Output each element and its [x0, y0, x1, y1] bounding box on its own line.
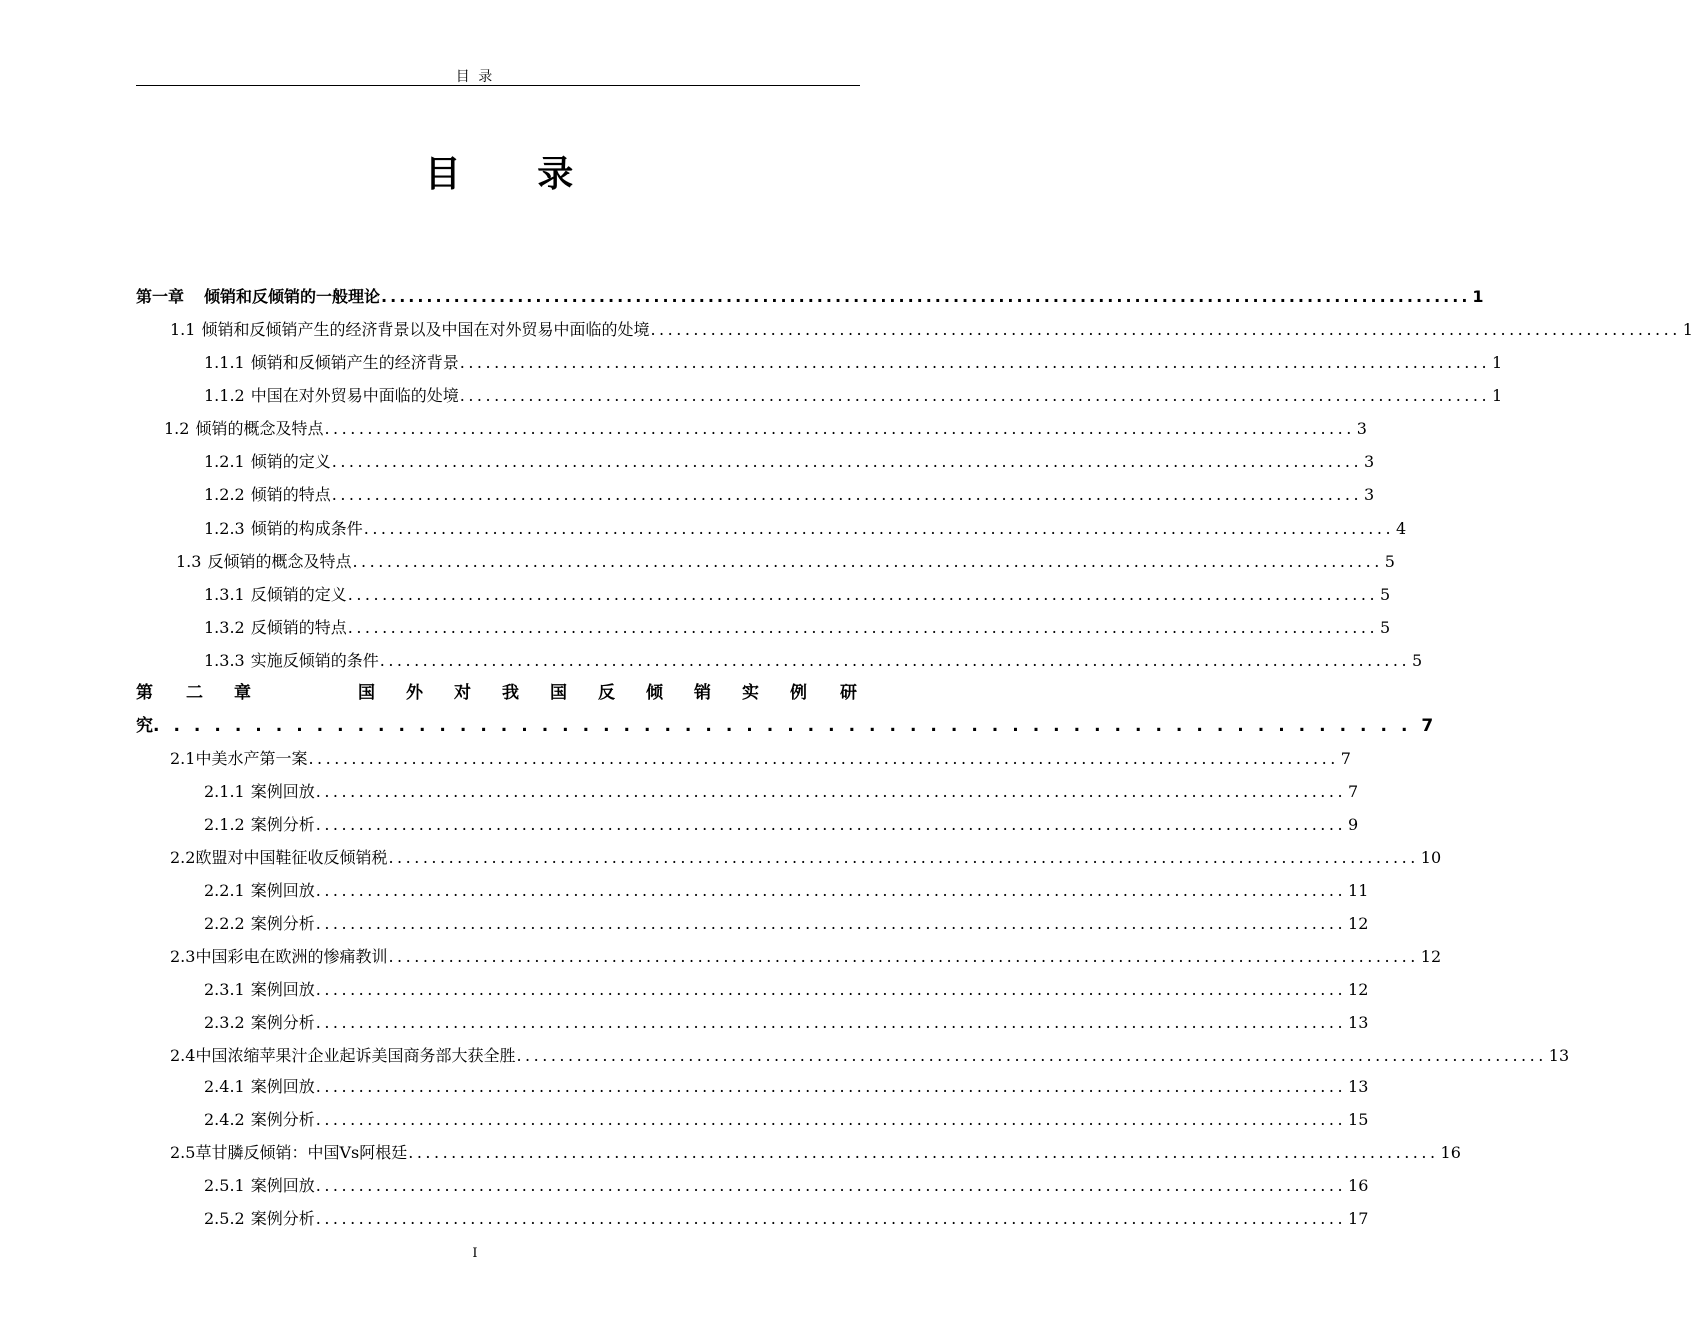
toc-entry-title: 草甘膦反倾销：中国Vs阿根廷 [195, 1143, 408, 1162]
toc-entry-title: 倾销和反倾销产生的经济背景 [250, 353, 459, 372]
toc-entry-1-3-1[interactable] [204, 582, 1391, 608]
toc-entry-title: 倾销的特点 [250, 485, 331, 504]
toc-entry-title: 中国浓缩苹果汁企业起诉美国商务部大获全胜 [195, 1046, 516, 1065]
toc-entry-page: 5 [1384, 552, 1395, 571]
chapter-2-char: 第 [136, 683, 153, 703]
toc-entry-2-4-1[interactable] [204, 1074, 1369, 1100]
toc-entry-title: 案例分析 [250, 815, 315, 834]
toc-entry-page: 13 [1548, 1046, 1570, 1065]
dot-leader: ........................................................................................................................ [324, 419, 1355, 438]
toc-entry-number: 1.3.2 [204, 618, 245, 637]
toc-entry-number: 2.3.1 [204, 980, 245, 999]
dot-leader: ........................................................................................................................ [331, 485, 1363, 504]
toc-entry-number: 2.1 [170, 749, 196, 768]
chapter-2-char: 销 [694, 683, 711, 703]
toc-entry-page: 3 [1364, 452, 1375, 471]
toc-entry-page: 12 [1348, 980, 1369, 999]
toc-entry-number: 2.5.1 [204, 1176, 245, 1195]
toc-entry-page: 5 [1380, 585, 1391, 604]
toc-entry-number: 1.1 [170, 320, 196, 339]
dot-leader: ........................................................................................................................ [516, 1046, 1547, 1065]
toc-entry-1-2[interactable] [164, 416, 1367, 442]
dot-leader: ........................................................................................................................ [347, 585, 1379, 604]
chapter-2-char: 国 [358, 683, 375, 703]
toc-entry-title: 倾销的构成条件 [250, 519, 363, 538]
chapter-2-char: 实 [742, 683, 759, 703]
toc-entry-number: 2.3 [170, 947, 196, 966]
toc-entry-number: 2.1.2 [204, 815, 245, 834]
toc-entry-2-4-2[interactable] [204, 1107, 1369, 1133]
toc-entry-chapter-1[interactable] [136, 284, 1484, 310]
toc-entry-number: 1.1.1 [204, 353, 245, 372]
toc-entry-2-2[interactable] [170, 845, 1442, 871]
chapter-2-char: 外 [406, 683, 423, 703]
toc-entry-title: 实施反倾销的条件 [250, 651, 379, 670]
toc-entry-page: 3 [1356, 419, 1367, 438]
chapter-2-char: 倾 [646, 683, 663, 703]
toc-entry-number: 1.1.2 [204, 386, 245, 405]
toc-entry-title: 中美水产第一案 [195, 749, 308, 768]
toc-entry-number: 1.2.1 [204, 452, 245, 471]
toc-entry-1-1[interactable] [170, 317, 1693, 343]
toc-entry-title: 案例回放 [250, 1176, 315, 1195]
dot-leader: ........................................................................................................................ [388, 947, 1419, 966]
toc-entry-title: 倾销和反倾销的一般理论 [204, 287, 381, 306]
toc-entry-2-5-1[interactable] [204, 1173, 1369, 1199]
toc-entry-page: 1 [1492, 386, 1503, 405]
dot-leader: ........................................................................................................................ [315, 980, 1347, 999]
toc-entry-2-3-1[interactable] [204, 977, 1369, 1003]
dot-leader: ........................................................................................................................ [379, 651, 1411, 670]
toc-entry-page: 16 [1440, 1143, 1461, 1162]
toc-entry-number: 2.2.2 [204, 914, 245, 933]
toc-entry-chapter-2[interactable] [136, 680, 860, 706]
toc-entry-number: 2.2 [170, 848, 196, 867]
chapter-2-char: 国 [550, 683, 567, 703]
toc-entry-title: 案例回放 [250, 980, 315, 999]
toc-entry-1-2-2[interactable] [204, 482, 1375, 508]
toc-entry-page: 1 [1492, 353, 1503, 372]
chapter-2-char: 章 [234, 683, 251, 703]
toc-entry-title: 倾销的定义 [250, 452, 331, 471]
toc-entry-title: 反倾销的定义 [250, 585, 347, 604]
toc-entry-page: 7 [1348, 782, 1359, 801]
toc-entry-page: 9 [1348, 815, 1359, 834]
toc-entry-number: 1.2.3 [204, 519, 245, 538]
toc-entry-title: 欧盟对中国鞋征收反倾销税 [195, 848, 388, 867]
dot-leader: ........................................................................................................................ [459, 386, 1491, 405]
dot-leader: ........................................................................................................................ [315, 1209, 1347, 1228]
toc-entry-page: 1 [1682, 320, 1693, 339]
toc-entry-2-5[interactable] [170, 1140, 1461, 1166]
dot-leader: ........................................................................................................................ [347, 618, 1379, 637]
toc-entry-number: 1.2.2 [204, 485, 245, 504]
dot-leader: ........................................................................................................................ [408, 1143, 1439, 1162]
page-title: 目 录 [424, 154, 576, 195]
chapter-2-char: 我 [502, 683, 519, 703]
toc-entry-number: 2.4.1 [204, 1077, 245, 1096]
toc-entry-2-1-2[interactable] [204, 812, 1359, 838]
toc-entry-title: 倾销和反倾销产生的经济背景以及中国在对外贸易中面临的处境 [201, 320, 650, 339]
toc-entry-title: 案例回放 [250, 1077, 315, 1096]
toc-entry-2-1[interactable] [170, 746, 1351, 772]
toc-entry-title: 反倾销的概念及特点 [207, 552, 352, 571]
toc-entry-1-3-2[interactable] [204, 615, 1391, 641]
running-header: 目 录 [455, 69, 495, 85]
toc-entry-title: 反倾销的特点 [250, 618, 347, 637]
page-number: I [472, 1246, 478, 1261]
dot-leader: .............................................................. [153, 716, 1422, 736]
toc-entry-2-2-2[interactable] [204, 911, 1369, 937]
dot-leader: ........................................................................................................................ [315, 881, 1347, 900]
dot-leader: ........................................................................................................................ [381, 287, 1471, 306]
dot-leader: ........................................................................................................................ [459, 353, 1491, 372]
toc-entry-number: 2.5 [170, 1143, 196, 1162]
toc-entry-page: 13 [1348, 1077, 1369, 1096]
chapter-2-last-char: 究 [136, 716, 153, 736]
toc-entry-page: 17 [1348, 1209, 1369, 1228]
toc-entry-2-4[interactable] [170, 1043, 1570, 1069]
toc-entry-2-2-1[interactable] [204, 878, 1369, 904]
dot-leader: ........................................................................................................................ [315, 1110, 1347, 1129]
dot-leader: ........................................................................................................................ [315, 1176, 1347, 1195]
toc-entry-1-1-1[interactable] [204, 350, 1503, 376]
toc-entry-page: 12 [1348, 914, 1369, 933]
toc-entry-2-1-1[interactable] [204, 779, 1359, 805]
toc-entry-title: 案例回放 [250, 881, 315, 900]
dot-leader: ........................................................................................................................ [363, 519, 1395, 538]
chapter-2-char: 反 [598, 683, 615, 703]
toc-entry-1-3[interactable] [176, 549, 1395, 575]
dot-leader: ........................................................................................................................ [315, 815, 1347, 834]
toc-entry-title: 案例回放 [250, 782, 315, 801]
toc-entry-title: 案例分析 [250, 1013, 315, 1032]
toc-entry-number: 2.4 [170, 1046, 196, 1065]
toc-entry-title: 中国彩电在欧洲的惨痛教训 [195, 947, 388, 966]
toc-entry-page: 5 [1412, 651, 1423, 670]
toc-entry-number: 1.3 [176, 552, 202, 571]
toc-entry-number: 2.2.1 [204, 881, 245, 900]
toc-entry-page: 12 [1420, 947, 1442, 966]
toc-entry-title: 中国在对外贸易中面临的处境 [250, 386, 459, 405]
header-rule [136, 85, 860, 86]
toc-entry-1-2-3[interactable] [204, 516, 1407, 542]
toc-entry-title: 倾销的概念及特点 [195, 419, 324, 438]
toc-entry-title: 案例分析 [250, 914, 315, 933]
toc-entry-page: 16 [1348, 1176, 1369, 1195]
dot-leader: ........................................................................................................................ [315, 1077, 1347, 1096]
dot-leader: ........................................................................................................................ [308, 749, 1339, 768]
chapter-2-char: 二 [186, 683, 203, 703]
chapter-2-char: 对 [454, 683, 471, 703]
toc-entry-chapter-2-continuation[interactable] [136, 713, 1434, 739]
toc-entry-number: 1.3.3 [204, 651, 245, 670]
toc-entry-2-3[interactable] [170, 944, 1442, 970]
toc-entry-page: 4 [1396, 519, 1407, 538]
toc-entry-number: 2.3.2 [204, 1013, 245, 1032]
toc-entry-page: 7 [1340, 749, 1351, 768]
toc-entry-title: 案例分析 [250, 1209, 315, 1228]
toc-entry-page: 3 [1364, 485, 1375, 504]
dot-leader: ........................................................................................................................ [352, 552, 1383, 571]
dot-leader: ........................................................................................................................ [331, 452, 1363, 471]
dot-leader: ........................................................................................................................ [315, 914, 1347, 933]
toc-entry-page: 5 [1380, 618, 1391, 637]
toc-entry-number: 1.2 [164, 419, 190, 438]
chapter-2-char: 研 [840, 683, 857, 703]
toc-entry-number: 2.4.2 [204, 1110, 245, 1129]
dot-leader: ........................................................................................................................ [650, 320, 1681, 339]
toc-entry-number: 1.3.1 [204, 585, 245, 604]
toc-entry-page: 15 [1348, 1110, 1369, 1129]
toc-entry-1-3-3[interactable] [204, 648, 1423, 674]
dot-leader: ........................................................................................................................ [388, 848, 1419, 867]
dot-leader: ........................................................................................................................ [315, 1013, 1347, 1032]
toc-entry-page: 1 [1472, 287, 1484, 306]
chapter-2-char: 例 [790, 683, 807, 703]
toc-entry-page: 7 [1421, 716, 1434, 736]
toc-entry-2-3-2[interactable] [204, 1010, 1369, 1036]
toc-entry-1-2-1[interactable] [204, 449, 1375, 475]
toc-entry-number: 2.1.1 [204, 782, 245, 801]
toc-entry-page: 13 [1348, 1013, 1369, 1032]
toc-entry-number: 第一章 [136, 287, 185, 306]
toc-entry-1-1-2[interactable] [204, 383, 1503, 409]
toc-entry-2-5-2[interactable] [204, 1206, 1369, 1232]
toc-entry-number: 2.5.2 [204, 1209, 245, 1228]
toc-entry-page: 10 [1420, 848, 1442, 867]
toc-entry-page: 11 [1348, 881, 1369, 900]
toc-entry-title: 案例分析 [250, 1110, 315, 1129]
dot-leader: ........................................................................................................................ [315, 782, 1347, 801]
